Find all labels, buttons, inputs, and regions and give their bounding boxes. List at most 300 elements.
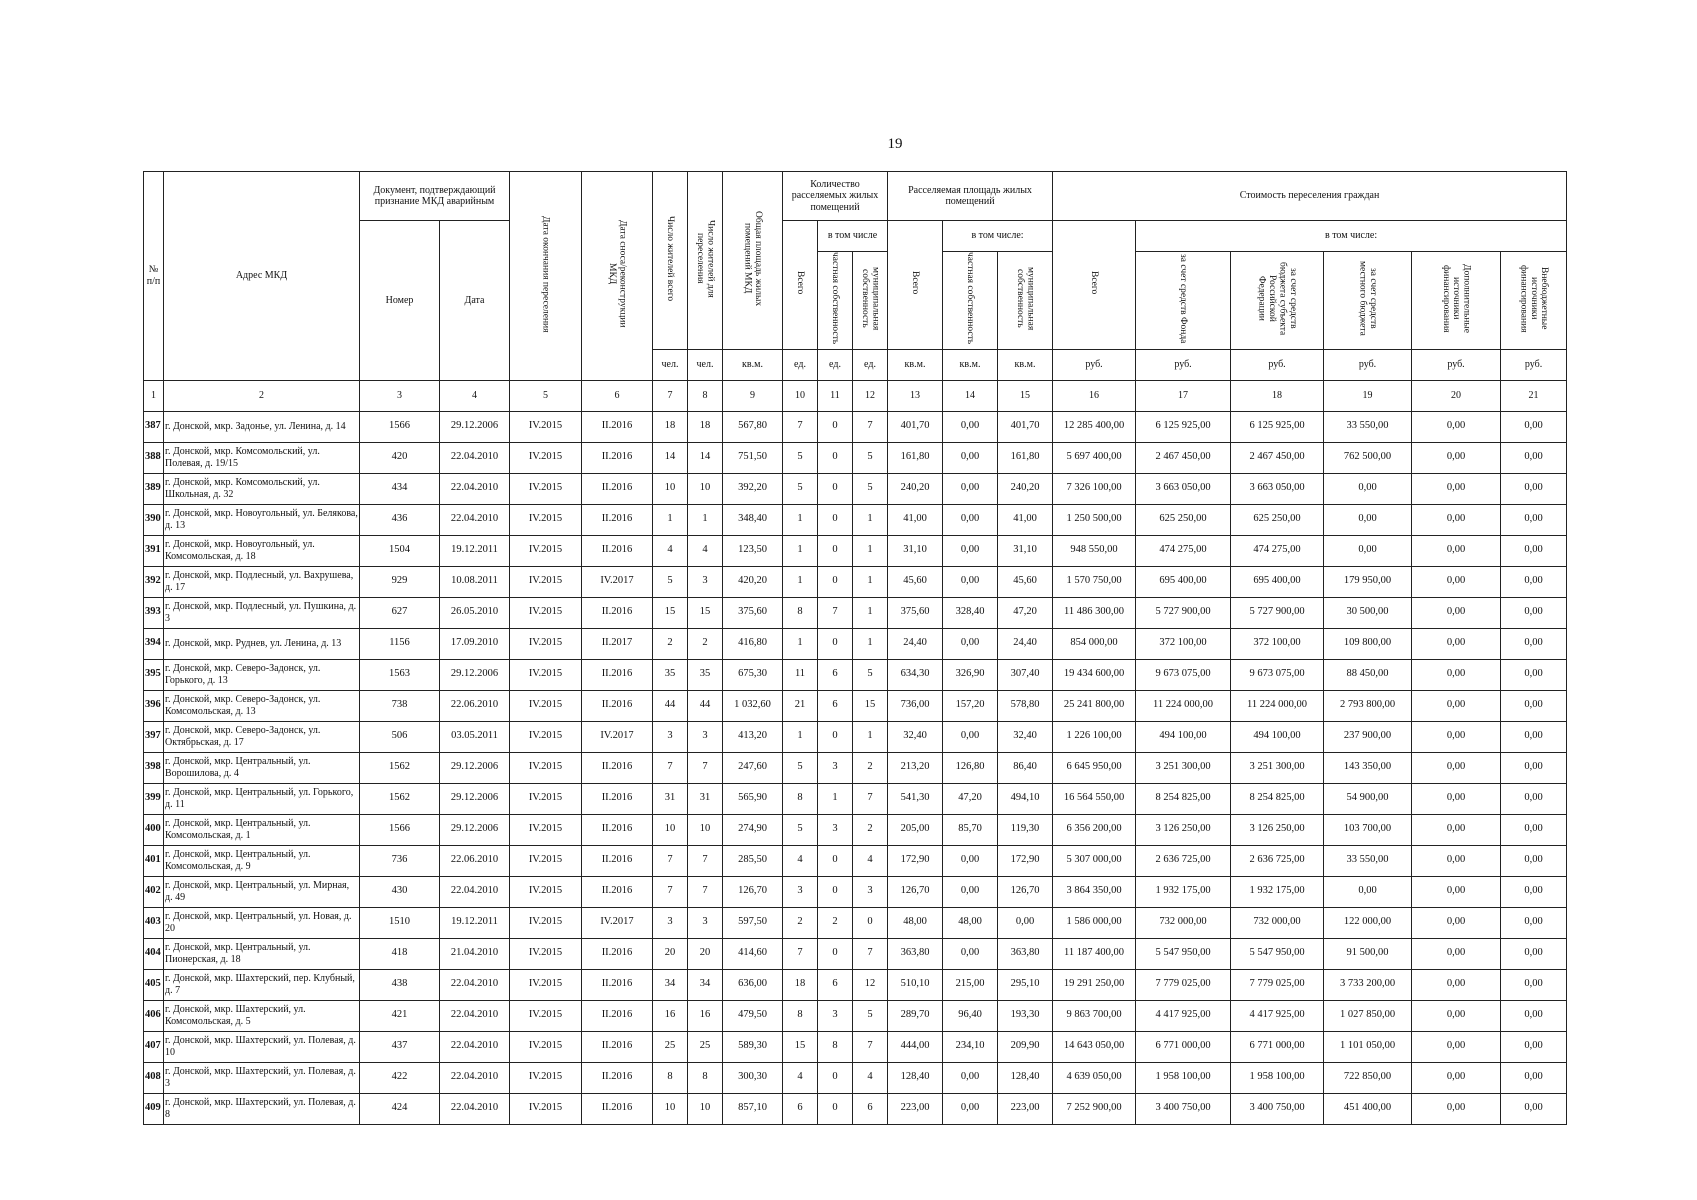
table-cell: 1 250 500,00 — [1053, 504, 1136, 535]
table-cell: 5 — [783, 442, 818, 473]
unit-cell: руб. — [1053, 349, 1136, 380]
table-cell: 0,00 — [1412, 566, 1501, 597]
column-number: 12 — [853, 380, 888, 411]
address-cell: г. Донской, мкр. Северо-Задонск, ул. Комсомольская, д. 13 — [164, 690, 360, 721]
table-cell: 0,00 — [998, 907, 1053, 938]
table-cell: 22.06.2010 — [440, 845, 510, 876]
table-cell: 0,00 — [1501, 752, 1567, 783]
table-cell: 0,00 — [1412, 1031, 1501, 1062]
table-cell: 0,00 — [1324, 535, 1412, 566]
table-cell: IV.2015 — [510, 907, 582, 938]
table-cell: 33 550,00 — [1324, 411, 1412, 442]
unit-cell: руб. — [1324, 349, 1412, 380]
table-row — [144, 535, 1567, 566]
table-cell: 5 547 950,00 — [1136, 938, 1231, 969]
column-number: 14 — [943, 380, 998, 411]
table-cell: 5 — [853, 1000, 888, 1031]
table-cell: 205,00 — [888, 814, 943, 845]
table-cell: 11 224 000,00 — [1231, 690, 1324, 721]
table-cell: 10 — [653, 1093, 688, 1124]
row-number: 405 — [144, 969, 164, 1000]
header-fund-text: за счет средств Фонда — [1178, 253, 1189, 344]
table-cell: 215,00 — [943, 969, 998, 1000]
table-cell: II.2016 — [582, 783, 653, 814]
column-number: 8 — [688, 380, 723, 411]
table-cell: 19 291 250,00 — [1053, 969, 1136, 1000]
address-cell: г. Донской, мкр. Центральный, ул. Комсомольская, д. 9 — [164, 845, 360, 876]
table-cell: 12 285 400,00 — [1053, 411, 1136, 442]
table-cell: 35 — [688, 659, 723, 690]
table-cell: 438 — [360, 969, 440, 1000]
table-cell: 26.05.2010 — [440, 597, 510, 628]
column-number: 13 — [888, 380, 943, 411]
table-cell: 1 — [853, 566, 888, 597]
table-cell: 16 — [653, 1000, 688, 1031]
table-cell: 4 — [853, 1062, 888, 1093]
table-cell: II.2016 — [582, 845, 653, 876]
table-cell: 375,60 — [888, 597, 943, 628]
table-cell: 10 — [688, 1093, 723, 1124]
header-area-private — [943, 252, 998, 350]
header-cost-group: Стоимость переселения граждан — [1053, 172, 1567, 221]
table-cell: 494 100,00 — [1231, 721, 1324, 752]
table-cell: 437 — [360, 1031, 440, 1062]
table-cell: 22.04.2010 — [440, 876, 510, 907]
header-total-area — [723, 172, 783, 350]
table-cell: 19 434 600,00 — [1053, 659, 1136, 690]
table-cell: 2 — [853, 814, 888, 845]
table-cell: 1156 — [360, 628, 440, 659]
row-number: 402 — [144, 876, 164, 907]
table-cell: 4 — [853, 845, 888, 876]
table-cell: 6 — [853, 1093, 888, 1124]
table-cell: 0,00 — [943, 938, 998, 969]
table-cell: 0,00 — [1412, 473, 1501, 504]
table-cell: 0,00 — [1501, 845, 1567, 876]
table-cell: 1 586 000,00 — [1053, 907, 1136, 938]
table-cell: 29.12.2006 — [440, 411, 510, 442]
table-cell: 5 547 950,00 — [1231, 938, 1324, 969]
table-cell: 6 125 925,00 — [1231, 411, 1324, 442]
table-row — [144, 845, 1567, 876]
table-cell: 0,00 — [1412, 845, 1501, 876]
unit-cell: ед. — [853, 349, 888, 380]
table-cell: 738 — [360, 690, 440, 721]
table-cell: 3 — [653, 721, 688, 752]
table-cell: 392,20 — [723, 473, 783, 504]
table-cell: 44 — [653, 690, 688, 721]
table-cell: 0,00 — [1412, 535, 1501, 566]
column-number: 9 — [723, 380, 783, 411]
table-cell: 123,50 — [723, 535, 783, 566]
table-cell: 1 932 175,00 — [1136, 876, 1231, 907]
table-cell: 15 — [688, 597, 723, 628]
table-cell: 3 400 750,00 — [1136, 1093, 1231, 1124]
table-cell: 0 — [818, 504, 853, 535]
table-cell: 1 101 050,00 — [1324, 1031, 1412, 1062]
table-cell: 3 — [818, 814, 853, 845]
table-cell: 289,70 — [888, 1000, 943, 1031]
column-number: 16 — [1053, 380, 1136, 411]
table-cell: 2 — [853, 752, 888, 783]
header-area-municipal — [998, 252, 1053, 350]
header-area-private-text: частная собственность — [965, 252, 976, 345]
table-cell: 1 — [688, 504, 723, 535]
table-cell: 20 — [688, 938, 723, 969]
header-doc-date: Дата — [440, 221, 510, 381]
row-number: 409 — [144, 1093, 164, 1124]
table-cell: 0,00 — [1412, 938, 1501, 969]
table-cell: 8 — [783, 783, 818, 814]
address-cell: г. Донской, мкр. Новоугольный, ул. Комсомольская, д. 18 — [164, 535, 360, 566]
table-cell: 126,70 — [723, 876, 783, 907]
table-cell: 0 — [818, 535, 853, 566]
table-cell: 2 — [688, 628, 723, 659]
table-cell: 25 — [653, 1031, 688, 1062]
table-cell: 9 673 075,00 — [1231, 659, 1324, 690]
table-cell: 11 224 000,00 — [1136, 690, 1231, 721]
table-cell: 0,00 — [1501, 1062, 1567, 1093]
table-cell: 22.04.2010 — [440, 504, 510, 535]
table-cell: 41,00 — [888, 504, 943, 535]
table-cell: 420,20 — [723, 566, 783, 597]
table-cell: 5 — [783, 473, 818, 504]
header-residents-reloc — [688, 172, 723, 350]
table-cell: 3 — [818, 752, 853, 783]
table-cell: II.2016 — [582, 411, 653, 442]
header-cost-total-text: Всего — [1089, 271, 1100, 295]
header-cost-total — [1053, 221, 1136, 350]
table-cell: 7 — [653, 845, 688, 876]
table-cell: 0,00 — [1501, 969, 1567, 1000]
header-end-date-text: Дата окончания переселения — [540, 215, 551, 333]
table-cell: 3 126 250,00 — [1231, 814, 1324, 845]
table-cell: 0,00 — [1501, 876, 1567, 907]
table-cell: 3 — [818, 1000, 853, 1031]
table-cell: 3 — [688, 907, 723, 938]
header-document-group: Документ, подтверждающий признание МКД аварийным — [360, 172, 510, 221]
header-area-total — [888, 221, 943, 350]
table-cell: 578,80 — [998, 690, 1053, 721]
table-cell: 479,50 — [723, 1000, 783, 1031]
header-end-date — [510, 172, 582, 381]
table-cell: 91 500,00 — [1324, 938, 1412, 969]
column-number: 3 — [360, 380, 440, 411]
table-row — [144, 969, 1567, 1000]
table-cell: 285,50 — [723, 845, 783, 876]
table-cell: 0,00 — [1501, 628, 1567, 659]
table-cell: 2 793 800,00 — [1324, 690, 1412, 721]
table-cell: 126,70 — [888, 876, 943, 907]
table-cell: 29.12.2006 — [440, 814, 510, 845]
table-cell: 10 — [653, 473, 688, 504]
table-row — [144, 783, 1567, 814]
column-number: 10 — [783, 380, 818, 411]
header-rooms-total — [783, 221, 818, 350]
column-number: 2 — [164, 380, 360, 411]
table-cell: 0,00 — [1412, 597, 1501, 628]
table-cell: 424 — [360, 1093, 440, 1124]
table-cell: 0,00 — [1412, 1093, 1501, 1124]
table-cell: 14 643 050,00 — [1053, 1031, 1136, 1062]
row-number: 387 — [144, 411, 164, 442]
table-cell: 54 900,00 — [1324, 783, 1412, 814]
table-row — [144, 1031, 1567, 1062]
address-cell: г. Донской, мкр. Северо-Задонск, ул. Октябрьская, д. 17 — [164, 721, 360, 752]
table-cell: 10 — [653, 814, 688, 845]
table-cell: 436 — [360, 504, 440, 535]
column-number: 20 — [1412, 380, 1501, 411]
table-cell: IV.2015 — [510, 473, 582, 504]
table-cell: II.2016 — [582, 690, 653, 721]
table-cell: 8 — [783, 1000, 818, 1031]
table-header — [144, 172, 1567, 412]
table-cell: 31,10 — [998, 535, 1053, 566]
table-cell: 0,00 — [1412, 504, 1501, 535]
header-area-total-text: Всего — [910, 271, 921, 295]
column-numbers-row — [144, 380, 1567, 411]
address-cell: г. Донской, мкр. Шахтерский, ул. Полевая, д. 3 — [164, 1062, 360, 1093]
table-cell: 2 636 725,00 — [1136, 845, 1231, 876]
table-cell: 494 100,00 — [1136, 721, 1231, 752]
table-cell: 18 — [653, 411, 688, 442]
table-cell: 34 — [653, 969, 688, 1000]
table-cell: II.2016 — [582, 876, 653, 907]
table-cell: 0,00 — [1501, 1093, 1567, 1124]
table-cell: 223,00 — [998, 1093, 1053, 1124]
table-cell: 32,40 — [888, 721, 943, 752]
table-cell: 8 — [783, 597, 818, 628]
table-cell: 625 250,00 — [1231, 504, 1324, 535]
table-cell: 0,00 — [1501, 721, 1567, 752]
table-cell: 1510 — [360, 907, 440, 938]
relocation-table — [143, 171, 1567, 1125]
table-row — [144, 814, 1567, 845]
table-cell: 6 — [818, 659, 853, 690]
table-cell: 1562 — [360, 783, 440, 814]
table-cell: 0,00 — [1412, 411, 1501, 442]
table-cell: IV.2015 — [510, 1000, 582, 1031]
address-cell: г. Донской, мкр. Центральный, ул. Горького, д. 11 — [164, 783, 360, 814]
table-cell: 4 — [783, 1062, 818, 1093]
unit-cell: руб. — [1231, 349, 1324, 380]
table-cell: II.2016 — [582, 597, 653, 628]
table-cell: 0 — [818, 628, 853, 659]
table-cell: 1 — [853, 504, 888, 535]
unit-cell: ед. — [818, 349, 853, 380]
table-cell: 0,00 — [1501, 1000, 1567, 1031]
table-cell: 6 — [783, 1093, 818, 1124]
table-cell: 0,00 — [1412, 442, 1501, 473]
address-cell: г. Донской, мкр. Шахтерский, ул. Полевая, д. 8 — [164, 1093, 360, 1124]
table-cell: 0,00 — [1501, 566, 1567, 597]
table-cell: 0,00 — [1412, 628, 1501, 659]
row-number: 392 — [144, 566, 164, 597]
row-number: 398 — [144, 752, 164, 783]
header-additional — [1412, 252, 1501, 350]
table-cell: 474 275,00 — [1231, 535, 1324, 566]
table-cell: 0,00 — [1501, 597, 1567, 628]
row-number: 397 — [144, 721, 164, 752]
column-number: 17 — [1136, 380, 1231, 411]
table-cell: 0,00 — [1501, 690, 1567, 721]
column-number: 18 — [1231, 380, 1324, 411]
address-cell: г. Донской, мкр. Шахтерский, ул. Комсомольская, д. 5 — [164, 1000, 360, 1031]
row-number: 393 — [144, 597, 164, 628]
table-row — [144, 1093, 1567, 1124]
table-cell: 128,40 — [998, 1062, 1053, 1093]
table-cell: IV.2015 — [510, 628, 582, 659]
table-cell: 0,00 — [1501, 442, 1567, 473]
table-cell: 7 252 900,00 — [1053, 1093, 1136, 1124]
table-cell: 4 — [688, 535, 723, 566]
table-cell: 44 — [688, 690, 723, 721]
table-cell: 565,90 — [723, 783, 783, 814]
table-cell: 4 639 050,00 — [1053, 1062, 1136, 1093]
table-cell: II.2017 — [582, 628, 653, 659]
row-number: 399 — [144, 783, 164, 814]
page-number: 19 — [887, 136, 903, 152]
table-cell: 179 950,00 — [1324, 566, 1412, 597]
table-cell: 128,40 — [888, 1062, 943, 1093]
table-cell: II.2016 — [582, 473, 653, 504]
header-demolish-date — [582, 172, 653, 381]
table-cell: 12 — [853, 969, 888, 1000]
table-cell: 401,70 — [888, 411, 943, 442]
table-cell: 240,20 — [998, 473, 1053, 504]
table-row — [144, 411, 1567, 442]
table-cell: IV.2015 — [510, 1093, 582, 1124]
header-extrabudget — [1501, 252, 1567, 350]
table-cell: 0 — [818, 1093, 853, 1124]
table-cell: 1 — [853, 721, 888, 752]
table-cell: 1 032,60 — [723, 690, 783, 721]
table-cell: 0,00 — [943, 442, 998, 473]
table-cell: 22.04.2010 — [440, 473, 510, 504]
table-cell: II.2016 — [582, 938, 653, 969]
table-cell: 418 — [360, 938, 440, 969]
table-cell: 1 570 750,00 — [1053, 566, 1136, 597]
table-cell: 0 — [818, 442, 853, 473]
header-residents-total — [653, 172, 688, 350]
table-cell: 96,40 — [943, 1000, 998, 1031]
table-cell: 11 — [783, 659, 818, 690]
table-cell: 732 000,00 — [1231, 907, 1324, 938]
address-cell: г. Донской, мкр. Подлесный, ул. Вахрушева, д. 17 — [164, 566, 360, 597]
table-row — [144, 597, 1567, 628]
table-cell: 0 — [818, 721, 853, 752]
table-cell: 0,00 — [943, 1062, 998, 1093]
header-rooms-group: Количество расселяемых жилых помещений — [783, 172, 888, 221]
row-number: 390 — [144, 504, 164, 535]
header-rooms-total-text: Всего — [795, 271, 806, 295]
column-number: 1 — [144, 380, 164, 411]
table-cell: 30 500,00 — [1324, 597, 1412, 628]
address-cell: г. Донской, мкр. Руднев, ул. Ленина, д. 13 — [164, 628, 360, 659]
table-cell: 5 307 000,00 — [1053, 845, 1136, 876]
column-number: 7 — [653, 380, 688, 411]
table-cell: 541,30 — [888, 783, 943, 814]
table-cell: 88 450,00 — [1324, 659, 1412, 690]
table-cell: 3 251 300,00 — [1136, 752, 1231, 783]
header-rooms-municipal — [853, 252, 888, 350]
table-row — [144, 690, 1567, 721]
table-cell: 3 — [783, 876, 818, 907]
table-cell: 625 250,00 — [1136, 504, 1231, 535]
table-row — [144, 442, 1567, 473]
table-cell: IV.2015 — [510, 876, 582, 907]
table-cell: 695 400,00 — [1231, 566, 1324, 597]
table-cell: 634,30 — [888, 659, 943, 690]
row-number: 406 — [144, 1000, 164, 1031]
table-cell: 16 — [688, 1000, 723, 1031]
table-cell: 7 — [853, 783, 888, 814]
header-rooms-including: в том числе — [818, 221, 888, 252]
table-cell: 10.08.2011 — [440, 566, 510, 597]
table-cell: 328,40 — [943, 597, 998, 628]
table-row — [144, 473, 1567, 504]
column-number: 15 — [998, 380, 1053, 411]
table-cell: 274,90 — [723, 814, 783, 845]
row-number: 391 — [144, 535, 164, 566]
table-cell: 10 — [688, 473, 723, 504]
table-cell: 31,10 — [888, 535, 943, 566]
table-cell: IV.2015 — [510, 721, 582, 752]
address-cell: г. Донской, мкр. Центральный, ул. Комсомольская, д. 1 — [164, 814, 360, 845]
table-cell: 0,00 — [1412, 1000, 1501, 1031]
table-cell: 03.05.2011 — [440, 721, 510, 752]
table-cell: 0,00 — [1324, 504, 1412, 535]
table-cell: IV.2015 — [510, 752, 582, 783]
table-cell: 0,00 — [1412, 783, 1501, 814]
table-cell: 762 500,00 — [1324, 442, 1412, 473]
table-cell: 31 — [688, 783, 723, 814]
header-area-including: в том числе: — [943, 221, 1053, 252]
row-number: 403 — [144, 907, 164, 938]
table-cell: 6 — [818, 969, 853, 1000]
table-cell: II.2016 — [582, 535, 653, 566]
row-number: 394 — [144, 628, 164, 659]
row-number: 388 — [144, 442, 164, 473]
table-cell: 4 — [783, 845, 818, 876]
table-cell: 16 564 550,00 — [1053, 783, 1136, 814]
table-cell: 29.12.2006 — [440, 659, 510, 690]
table-cell: 6 771 000,00 — [1231, 1031, 1324, 1062]
unit-cell: кв.м. — [998, 349, 1053, 380]
header-subject-budget-text: за счет средств бюджета субъекта Российской Федерации — [1256, 261, 1298, 336]
table-cell: 295,10 — [998, 969, 1053, 1000]
table-cell: 0,00 — [1501, 814, 1567, 845]
table-cell: 33 550,00 — [1324, 845, 1412, 876]
table-cell: 7 — [688, 876, 723, 907]
column-number: 5 — [510, 380, 582, 411]
table-cell: 25 — [688, 1031, 723, 1062]
unit-cell: кв.м. — [723, 349, 783, 380]
table-cell: 22.04.2010 — [440, 1062, 510, 1093]
table-cell: 126,80 — [943, 752, 998, 783]
table-cell: 122 000,00 — [1324, 907, 1412, 938]
table-cell: 0,00 — [1501, 907, 1567, 938]
table-cell: 24,40 — [998, 628, 1053, 659]
header-residents-reloc-text: Число жителей для переселения — [695, 219, 716, 298]
header-residents-total-text: Число жителей всего — [665, 215, 676, 302]
table-cell: 1563 — [360, 659, 440, 690]
table-cell: 31 — [653, 783, 688, 814]
table-cell: 21 — [783, 690, 818, 721]
table-cell: 0 — [818, 411, 853, 442]
address-cell: г. Донской, мкр. Шахтерский, пер. Клубный, д. 7 — [164, 969, 360, 1000]
table-cell: 1 — [783, 504, 818, 535]
